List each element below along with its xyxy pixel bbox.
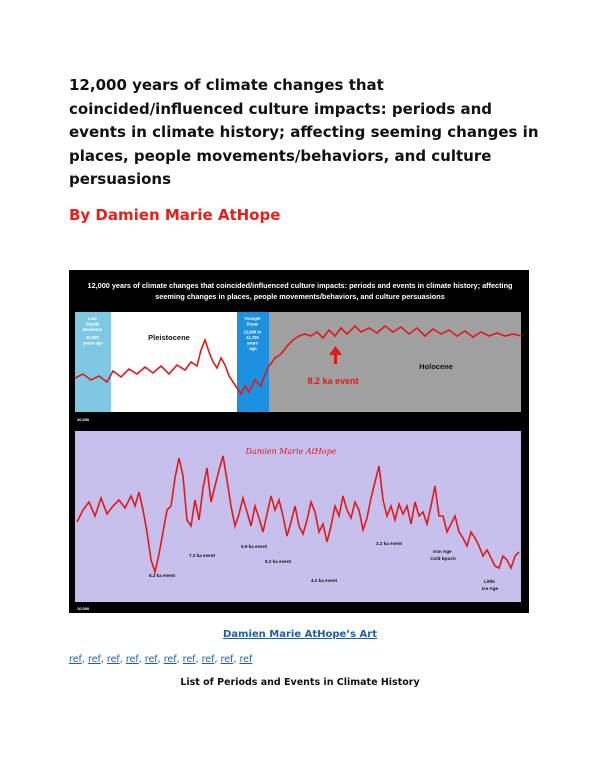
author-byline: By Damien Marie AtHope (69, 206, 281, 224)
lgm-label-line: Last (88, 316, 97, 321)
holocene-label: Holocene (419, 362, 453, 371)
ref-link[interactable]: ref (144, 654, 158, 665)
art-link[interactable]: Damien Marie AtHope’s Art (223, 629, 377, 640)
event-label: 5.9 ka event (241, 544, 268, 549)
lgm-label-line: Glacial (85, 321, 100, 327)
event-label: 8.2 ka event (149, 573, 176, 578)
ref-link[interactable]: ref (201, 654, 215, 665)
younger-dryas-band (237, 312, 269, 412)
event-label: 5.2 ka event (265, 559, 292, 564)
ref-link[interactable]: ref (239, 654, 253, 665)
yd-label-line: 12,900 to (243, 329, 262, 335)
ref-link[interactable]: ref (182, 654, 196, 665)
event-label: 3.2 ka event (376, 541, 403, 546)
pleistocene-label: Pleistocene (148, 333, 190, 342)
document-title: 12,000 years of climate changes that coincided/influenced culture impacts: periods and events in climate history; affecting seeming changes in places, people movements/behaviors, and culture persuasions (69, 76, 539, 188)
ref-link[interactable]: ref (87, 654, 101, 665)
yd-label-line: Younger (244, 316, 261, 321)
bottom-axis-label: 10,000 (77, 606, 90, 611)
ref-link[interactable]: ref (163, 654, 177, 665)
iron-age-line: Iron Age (433, 549, 452, 554)
event-label: 4.2 ka event (311, 578, 338, 583)
little-ice-age-line: Ice Age (481, 586, 499, 591)
top-axis-label: 20,000 (77, 417, 90, 422)
ref-link[interactable]: ref (125, 654, 139, 665)
figure-title: 12,000 years of climate changes that coincided/influenced culture impacts: periods and events in climate history; affecting seeming changes in places, people movements/behaviors, and culture persuasions (87, 281, 513, 301)
yd-label-line: years (246, 340, 258, 346)
little-ice-age-line: Little (483, 579, 495, 584)
list-heading: List of Periods and Events in Climate History (180, 677, 420, 688)
yd-label-line: 11,700 (246, 335, 259, 340)
lgm-label-line: years ago (83, 340, 103, 346)
pleistocene-band (111, 312, 237, 412)
ref-link[interactable]: ref (220, 654, 234, 665)
climate-figure-graphic (69, 270, 529, 613)
top-panel (75, 312, 521, 422)
holocene-band (269, 312, 521, 412)
lgm-label-line: Maximum (82, 327, 103, 332)
iron-age-line: Cold Epoch (430, 556, 456, 561)
ref-link[interactable]: ref (69, 654, 82, 665)
event-label: 7.2 ka event (189, 553, 216, 558)
event-8-2-ka-label: 8.2 ka event (307, 376, 359, 386)
ref-links: ref, ref, ref, ref, ref, ref, ref, ref, ref, ref (69, 654, 253, 665)
watermark-text: Damien Marie AtHope (245, 447, 337, 456)
ref-link[interactable]: ref (106, 654, 120, 665)
lgm-label-line: 20,000 (86, 335, 99, 340)
yd-label-line: Dryas (246, 321, 259, 327)
climate-history-figure (69, 270, 529, 613)
bottom-panel (75, 431, 521, 611)
yd-label-line: ago (249, 346, 257, 351)
